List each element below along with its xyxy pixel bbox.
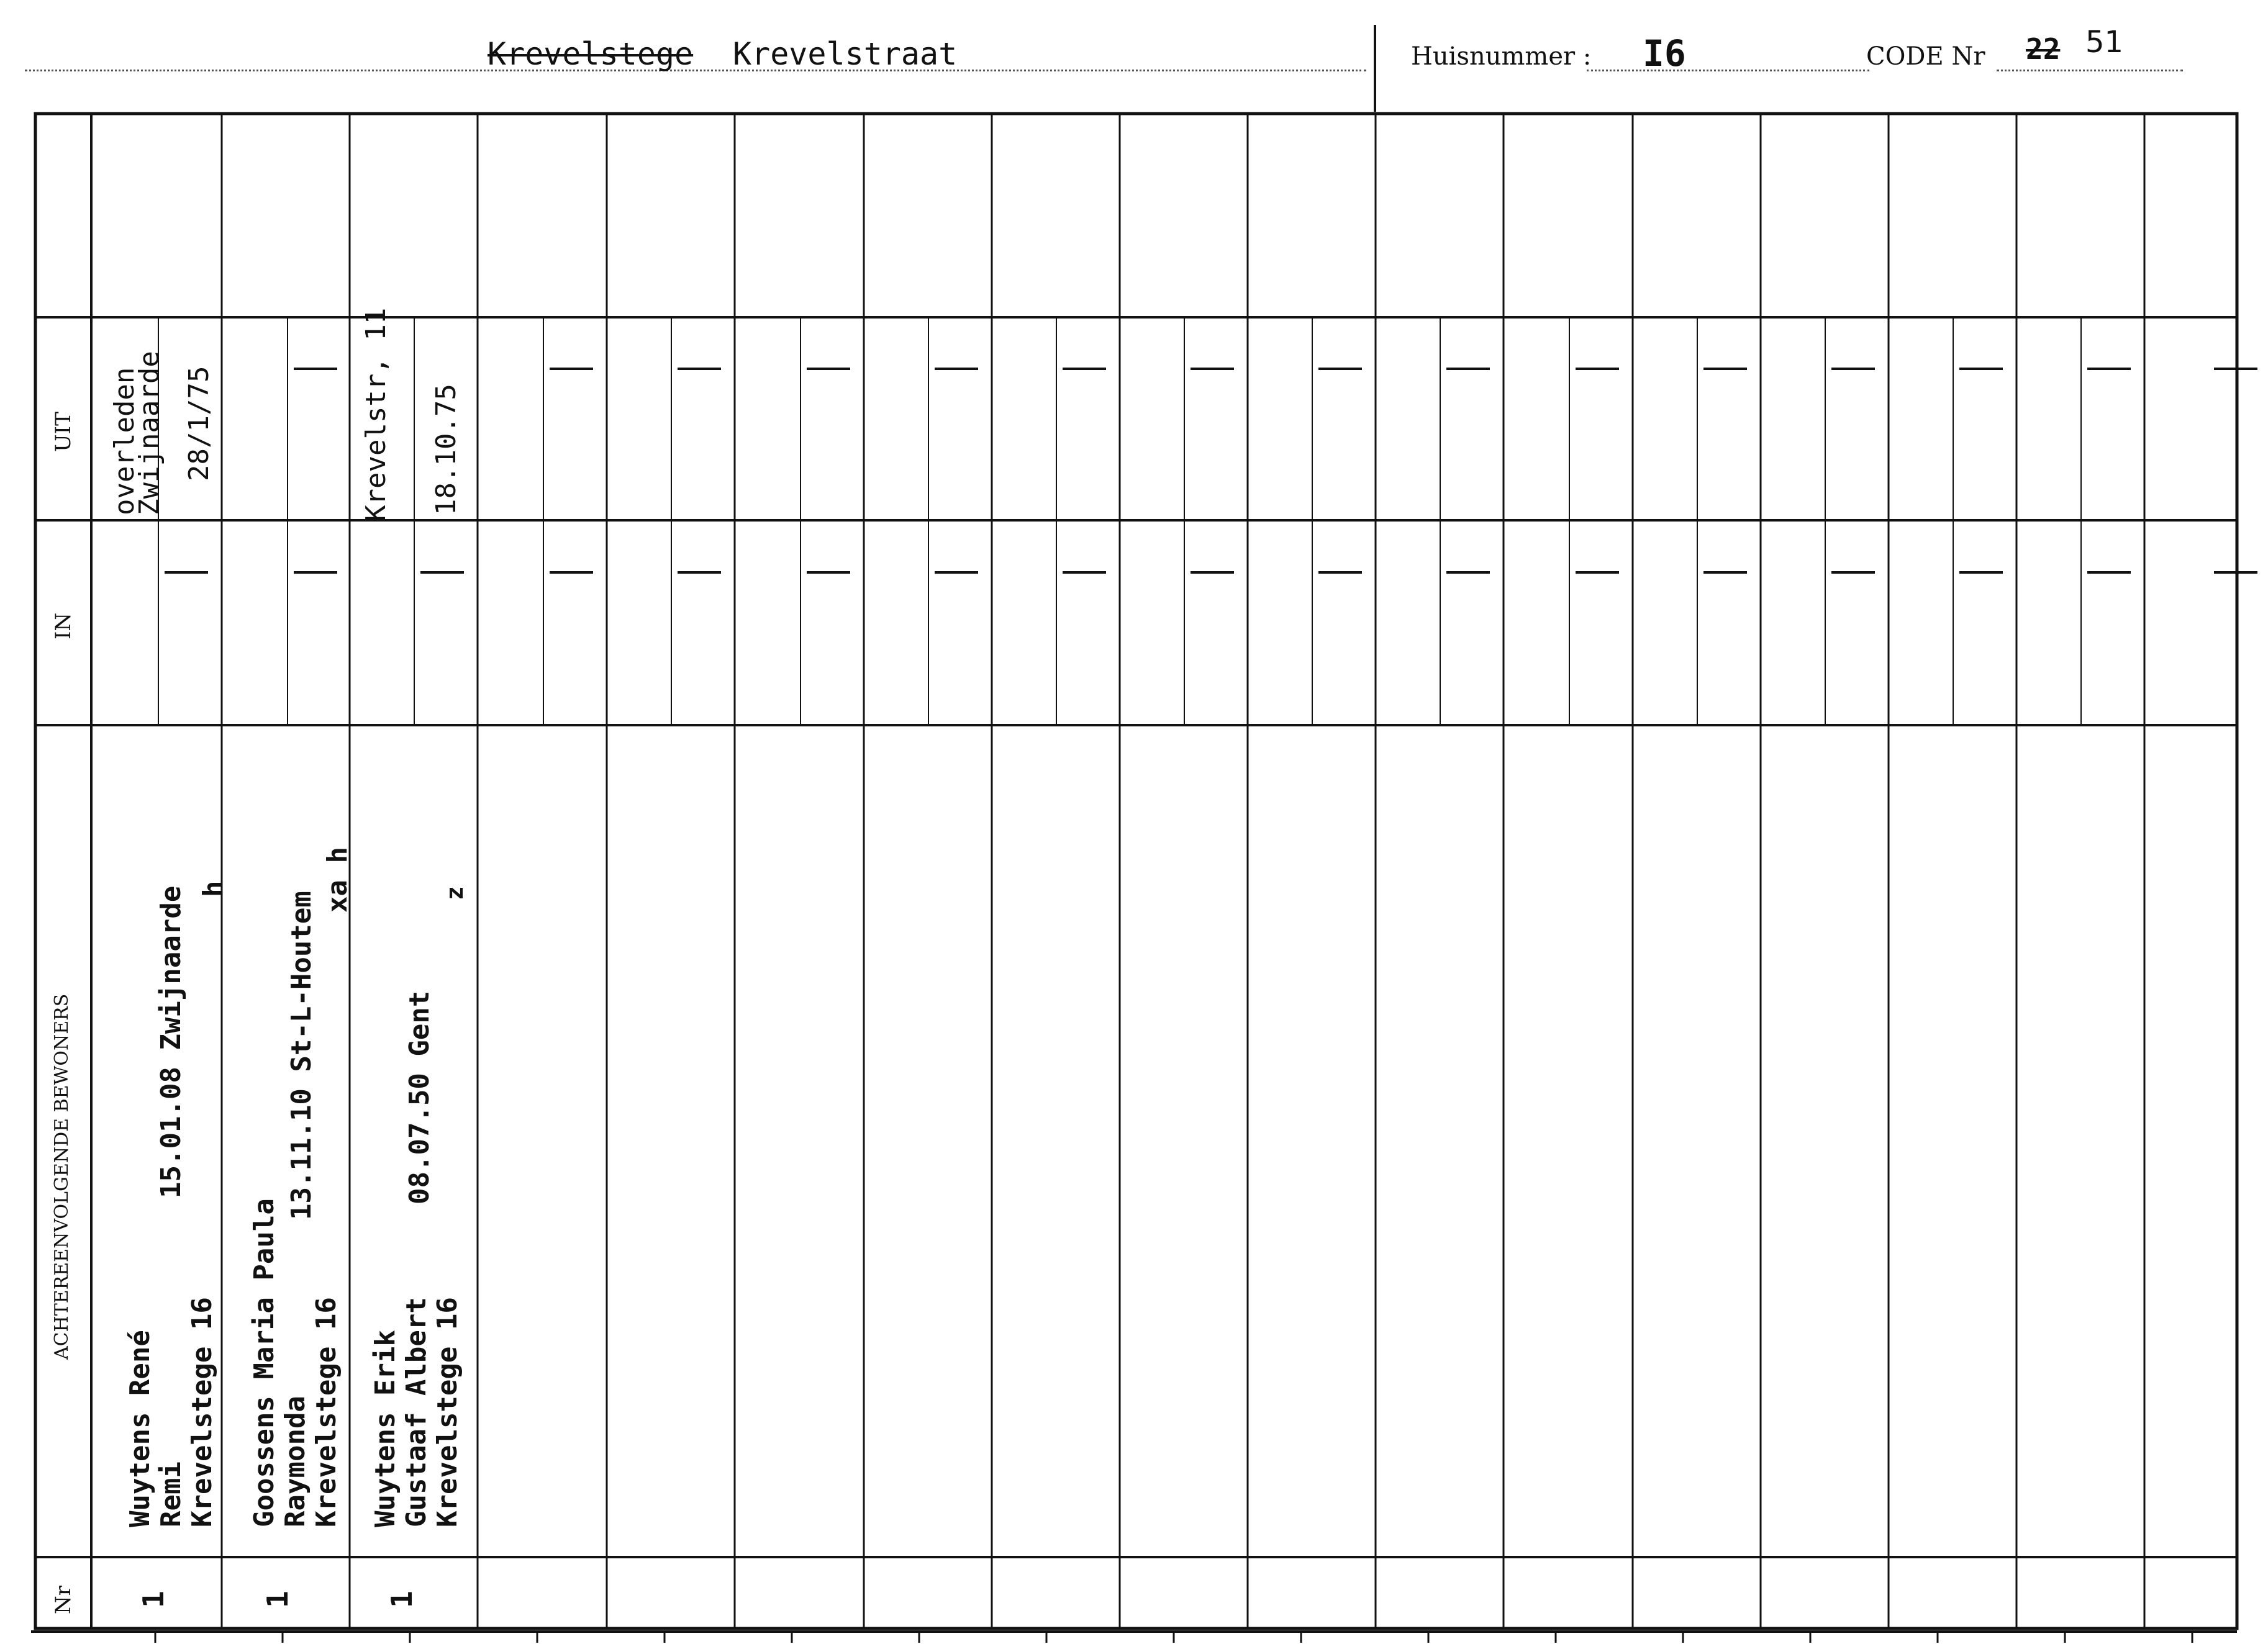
resident-1-uit-place: overleden bbox=[109, 367, 140, 515]
house-number-value: I6 bbox=[1643, 32, 1686, 75]
resident-1-name: Wuytens René bbox=[124, 1330, 156, 1527]
house-number-label: Huisnummer : bbox=[1411, 42, 1592, 71]
empty-field-dash bbox=[1063, 368, 1106, 370]
empty-field-dash bbox=[678, 571, 721, 574]
code-label: CODE Nr bbox=[1866, 42, 1985, 71]
resident-3-given-names: Gustaaf Albert bbox=[401, 1297, 432, 1527]
code-new-value: 51 bbox=[2085, 25, 2124, 60]
empty-field-dash bbox=[678, 368, 721, 370]
resident-3-address: Krevelstege 16 bbox=[432, 1297, 463, 1527]
empty-field-dash bbox=[807, 368, 850, 370]
empty-field-dash bbox=[1703, 571, 1747, 574]
empty-field-dash bbox=[1063, 571, 1106, 574]
empty-field-dash bbox=[2087, 368, 2131, 370]
resident-1-uit-place2: Zwijnaarde bbox=[134, 351, 165, 515]
empty-field-dash bbox=[1191, 571, 1234, 574]
empty-field-dash bbox=[1576, 368, 1619, 370]
major-column-lines bbox=[222, 114, 2144, 1628]
resident-1-given-names: Remi bbox=[155, 1461, 187, 1527]
row-label-bewoners: ACHTEREENVOLGENDE BEWONERS bbox=[51, 993, 73, 1360]
resident-2-address: Krevelstege 16 bbox=[311, 1297, 342, 1527]
empty-field-dash bbox=[935, 571, 978, 574]
row-label-uit: UIT bbox=[51, 412, 76, 452]
resident-1-uit-date: 28/1/75 bbox=[183, 366, 215, 481]
code-old-value: 22 bbox=[2026, 32, 2061, 66]
resident-3-birth: 08.07.50 Gent bbox=[404, 990, 435, 1204]
resident-3-mark: z bbox=[441, 886, 468, 900]
empty-field-dash bbox=[2214, 368, 2257, 370]
resident-2-mark: xa h bbox=[322, 847, 353, 913]
empty-field-dash bbox=[1576, 571, 1619, 574]
resident-2-name: Goossens Maria Paula bbox=[248, 1198, 280, 1527]
street-new-name: Krevelstraat bbox=[733, 36, 958, 72]
empty-field-dash bbox=[1831, 571, 1875, 574]
empty-field-dash bbox=[1191, 368, 1234, 370]
row-label-nr: Nr bbox=[51, 1585, 76, 1614]
resident-1-birth: 15.01.08 Zwijnaarde bbox=[155, 885, 187, 1198]
bottom-ticks bbox=[155, 1632, 2192, 1643]
empty-field-dash bbox=[807, 571, 850, 574]
empty-field-dash bbox=[1703, 368, 1747, 370]
empty-field-dash bbox=[1318, 571, 1362, 574]
empty-field-dash bbox=[420, 571, 464, 574]
resident-1-address: Krevelstege 16 bbox=[186, 1297, 218, 1527]
empty-field-dash bbox=[1318, 368, 1362, 370]
resident-1-nr: 1 bbox=[137, 1591, 170, 1608]
empty-field-dash bbox=[165, 571, 208, 574]
empty-field-dash bbox=[1446, 368, 1490, 370]
resident-3-uit-date: 18.10.75 bbox=[430, 384, 462, 515]
empty-field-dash bbox=[294, 368, 337, 370]
empty-field-dash bbox=[2214, 571, 2257, 574]
row-label-in: IN bbox=[51, 612, 76, 639]
resident-2-given-names: Raymonda bbox=[279, 1396, 311, 1527]
resident-3-uit-place: Krevelstr, 11 bbox=[360, 307, 392, 522]
empty-field-dash bbox=[550, 368, 593, 370]
resident-2-birth: 13.11.10 St-L-Houtem bbox=[286, 891, 317, 1220]
resident-3-name: Wuytens Erik bbox=[370, 1330, 401, 1527]
empty-field-dash bbox=[1446, 571, 1490, 574]
street-old-name: Krevelstege bbox=[488, 36, 694, 72]
resident-2-nr: 1 bbox=[261, 1591, 294, 1608]
empty-field-dash bbox=[1959, 571, 2003, 574]
empty-field-dash bbox=[1831, 368, 1875, 370]
empty-field-dash bbox=[935, 368, 978, 370]
empty-field-dash bbox=[2087, 571, 2131, 574]
empty-field-dash bbox=[550, 571, 593, 574]
empty-field-dash bbox=[1959, 368, 2003, 370]
empty-field-dash bbox=[294, 571, 337, 574]
resident-3-nr: 1 bbox=[385, 1591, 419, 1608]
resident-1-mark: h bbox=[197, 880, 229, 897]
